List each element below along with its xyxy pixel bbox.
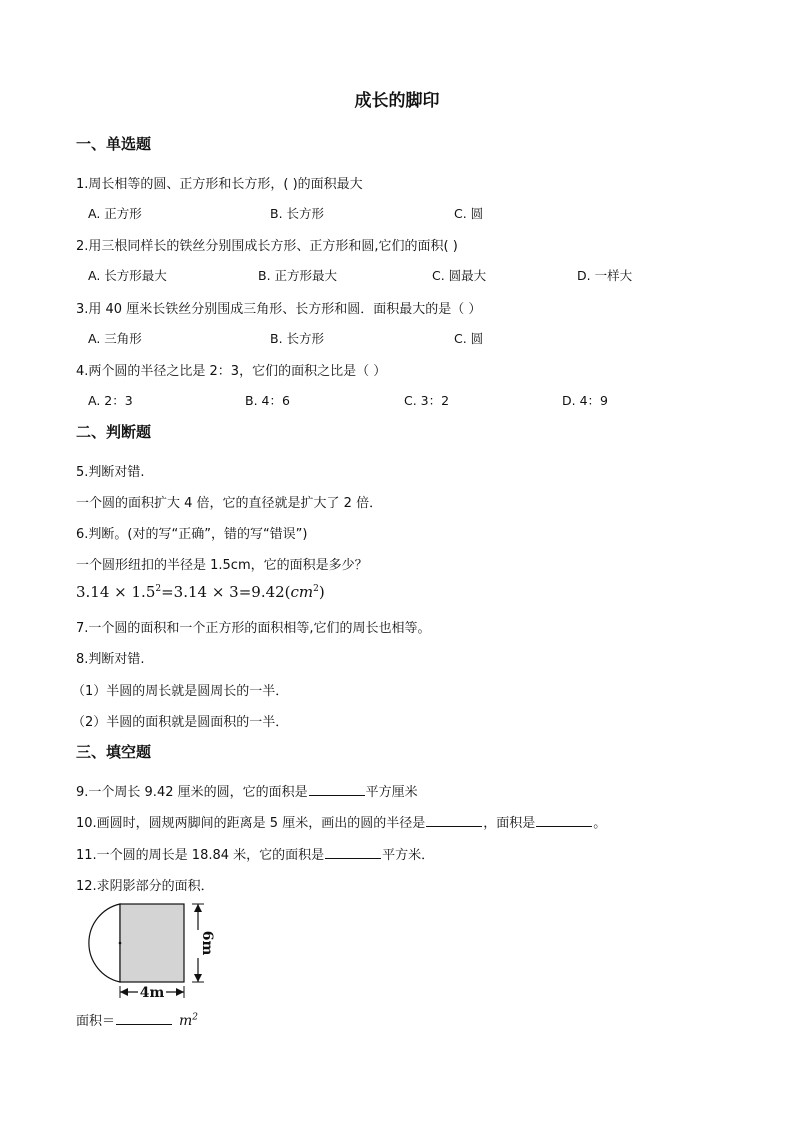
shaded-rectangle	[120, 904, 184, 982]
q12-answer-blank[interactable]	[116, 1011, 172, 1025]
question-4: 4.两个圆的半径之比是 2：3，它们的面积之比是（ ）	[76, 364, 387, 379]
question-1: 1.周长相等的圆、正方形和长方形，( )的面积最大	[76, 177, 363, 192]
question-12-prompt: 12.求阴影部分的面积．	[76, 879, 214, 894]
shaded-area-figure	[74, 898, 224, 1002]
area-unit-base: m	[179, 1013, 193, 1029]
q10-area-blank[interactable]	[536, 813, 592, 827]
formula-unit-exponent: 2	[313, 584, 319, 594]
q3-option-b[interactable]: B. 长方形	[270, 331, 325, 346]
width-arrow-left	[120, 988, 128, 996]
section-heading-single-choice: 一、单选题	[76, 135, 152, 153]
question-6-formula	[76, 583, 325, 601]
height-label: 6m	[199, 930, 215, 956]
question-5-prompt: 5.判断对错.	[76, 465, 145, 480]
q4-option-c[interactable]: C. 3：2	[404, 393, 450, 408]
area-label: 面积＝	[76, 1014, 116, 1029]
question-9	[76, 781, 418, 800]
area-unit	[179, 1013, 198, 1029]
formula-part: 3.14 × 1.5	[76, 583, 156, 601]
q9-text-end: 平方厘米	[365, 785, 418, 800]
q4-option-d[interactable]: D. 4：9	[562, 393, 608, 408]
question-7: 7.一个圆的面积和一个正方形的面积相等,它们的周长也相等。	[76, 621, 431, 636]
q1-option-a[interactable]: A. 正方形	[88, 206, 142, 221]
area-unit-exponent: 2	[192, 1012, 199, 1023]
q10-text-end: 。	[593, 816, 607, 831]
q10-radius-blank[interactable]	[426, 813, 482, 827]
q10-text-mid: ，面积是	[483, 816, 536, 831]
question-10	[76, 812, 606, 831]
q1-option-b[interactable]: B. 长方形	[270, 206, 325, 221]
section-heading-true-false: 二、判断题	[76, 423, 152, 441]
page-title: 成长的脚印	[354, 91, 440, 111]
formula-part: )	[318, 583, 325, 601]
question-6-prompt: 6.判断。(对的写“正确”，错的写“错误”)	[76, 527, 308, 542]
q2-option-b[interactable]: B. 正方形最大	[258, 268, 338, 283]
q9-answer-blank[interactable]	[309, 782, 365, 796]
width-label: 4m	[139, 985, 165, 1001]
q4-option-b[interactable]: B. 4：6	[245, 393, 290, 408]
section-heading-fill-blank: 三、填空题	[76, 743, 152, 761]
q2-option-c[interactable]: C. 圆最大	[432, 268, 487, 283]
question-2: 2.用三根同样长的铁丝分别围成长方形、正方形和圆,它们的面积( )	[76, 239, 458, 254]
q2-option-a[interactable]: A. 长方形最大	[88, 268, 167, 283]
question-11	[76, 844, 434, 863]
q9-text: 9.一个周长 9.42 厘米的圆，它的面积是	[76, 785, 308, 800]
q10-text: 10.画圆时，圆规两脚间的距离是 5 厘米，画出的圆的半径是	[76, 816, 426, 831]
q2-option-d[interactable]: D. 一样大	[577, 268, 633, 283]
q11-answer-blank[interactable]	[325, 845, 381, 859]
height-arrow-bottom	[194, 974, 202, 982]
q11-text: 11.一个圆的周长是 18.84 米，它的面积是	[76, 848, 325, 863]
q11-text-end: 平方米．	[382, 848, 435, 863]
height-arrow-top	[194, 904, 202, 912]
center-dot	[119, 942, 122, 945]
q1-option-c[interactable]: C. 圆	[454, 206, 484, 221]
q3-option-c[interactable]: C. 圆	[454, 331, 484, 346]
question-12-answer	[76, 1010, 198, 1029]
q4-option-a[interactable]: A. 2：3	[88, 393, 133, 408]
question-3: 3.用 40 厘米长铁丝分别围成三角形、长方形和圆．面积最大的是（ ）	[76, 302, 482, 317]
formula-exponent: 2	[155, 584, 162, 594]
half-circle-shape	[89, 904, 120, 982]
question-8-prompt: 8.判断对错.	[76, 652, 145, 667]
formula-unit: cm	[290, 583, 314, 601]
width-arrow-right	[176, 988, 184, 996]
question-6-statement: 一个圆形纽扣的半径是 1.5cm，它的面积是多少？	[76, 558, 368, 573]
q3-option-a[interactable]: A. 三角形	[88, 331, 142, 346]
question-8-item-1: （1）半圆的周长就是圆周长的一半．	[72, 684, 289, 699]
question-8-item-2: （2）半圆的面积就是圆面积的一半．	[72, 715, 289, 730]
question-5-statement: 一个圆的面积扩大 4 倍，它的直径就是扩大了 2 倍．	[76, 496, 383, 511]
formula-part: =3.14 × 3=9.42(	[161, 583, 291, 601]
